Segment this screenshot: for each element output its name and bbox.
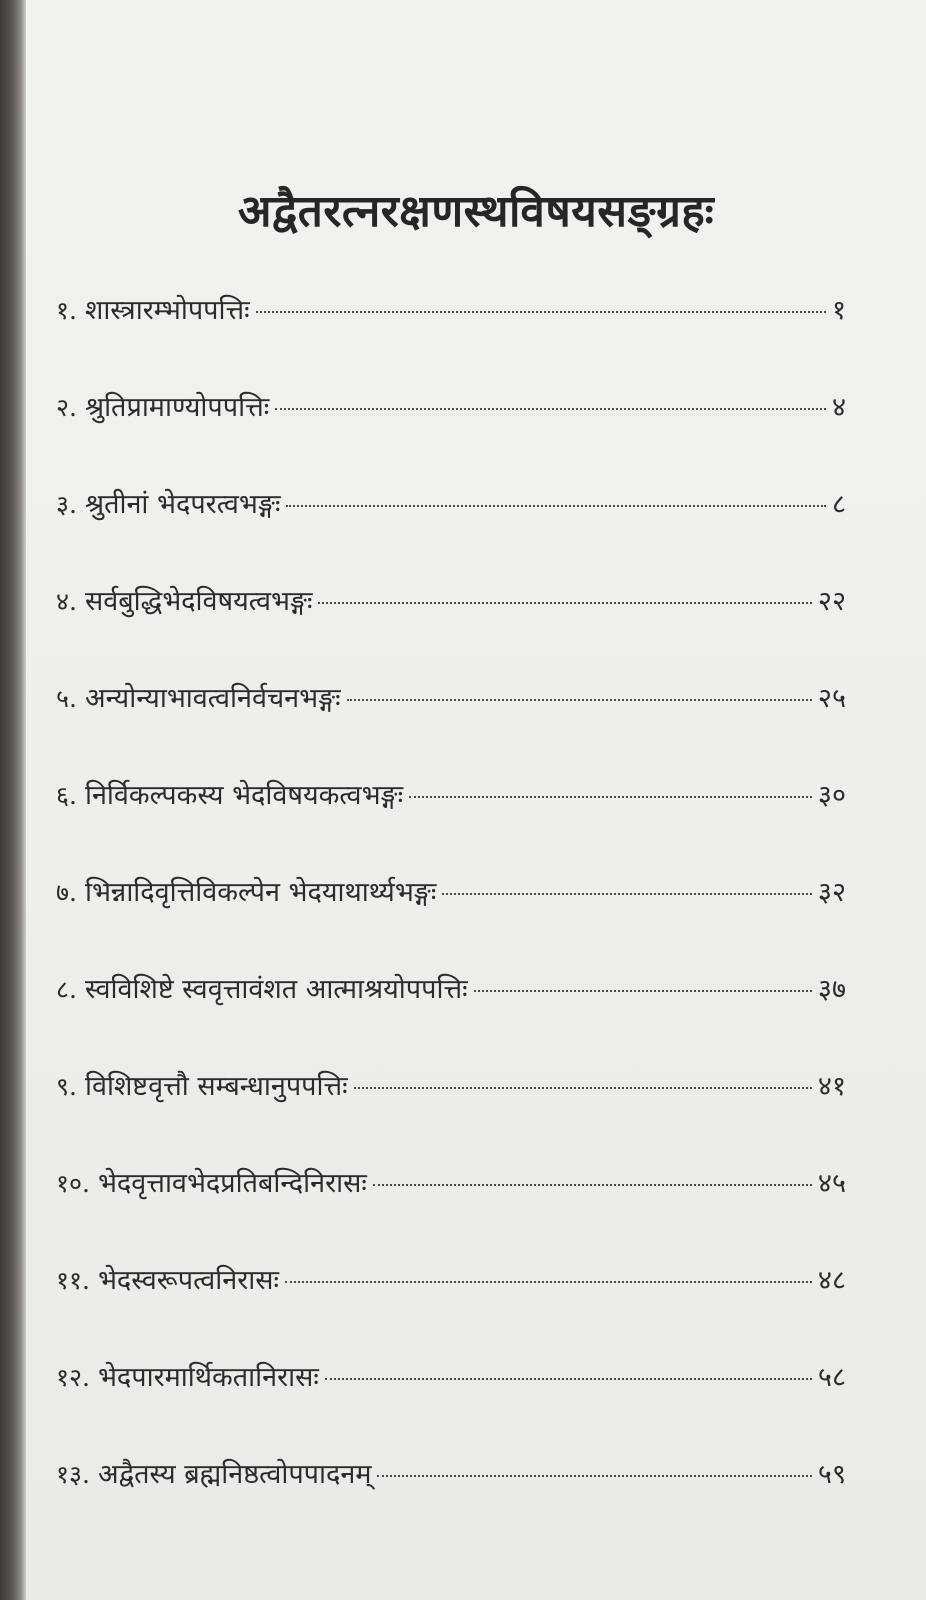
- entry-title: भेदपारमार्थिकतानिरासः: [97, 1362, 319, 1393]
- entry-number: १३.: [56, 1460, 90, 1489]
- entry-title: भेदस्वरूपत्वनिरासः: [97, 1265, 279, 1296]
- entry-title: स्वविशिष्टे स्ववृत्तावंशत आत्माश्रयोपपत्तिः: [84, 974, 468, 1005]
- entry-number: १०.: [56, 1169, 90, 1198]
- toc-entry: [56, 1260, 846, 1357]
- dot-leader: [318, 602, 811, 604]
- entry-page-number: ३७: [817, 974, 846, 1005]
- dot-leader: [474, 990, 812, 992]
- entry-page-number: २२: [817, 586, 846, 617]
- book-page: [26, 0, 926, 1600]
- dot-leader: [373, 1184, 812, 1186]
- toc-entry: [56, 484, 846, 581]
- entry-number: २.: [56, 393, 77, 422]
- entry-title: अद्वैतस्य ब्रह्मनिष्ठत्वोपपादनम्: [97, 1459, 372, 1490]
- entry-number: ५.: [56, 684, 77, 713]
- entry-page-number: ५९: [817, 1459, 846, 1490]
- dot-leader: [285, 1281, 812, 1283]
- entry-title: विशिष्टवृत्तौ सम्बन्धानुपपत्तिः: [84, 1071, 348, 1102]
- toc-entry: [56, 775, 846, 872]
- dot-leader: [354, 1087, 812, 1089]
- toc-entry: [56, 387, 846, 484]
- dot-leader: [275, 408, 826, 410]
- toc-entry: [56, 1357, 846, 1454]
- book-spine-shadow: [0, 0, 26, 1600]
- entry-title: शास्त्रारम्भोपपत्तिः: [84, 295, 250, 326]
- entry-title: भेदवृत्तावभेदप्रतिबन्दिनिरासः: [97, 1168, 367, 1199]
- dot-leader: [409, 796, 812, 798]
- entry-number: ९.: [56, 1072, 77, 1101]
- toc-entry: [56, 581, 846, 678]
- entry-title: निर्विकल्पकस्य भेदविषयकत्वभङ्गः: [84, 780, 404, 811]
- entry-page-number: ३२: [817, 877, 846, 908]
- entry-title: सर्वबुद्धिभेदविषयत्वभङ्गः: [84, 586, 313, 617]
- toc-entry: [56, 1454, 846, 1551]
- dot-leader: [442, 893, 812, 895]
- dot-leader: [325, 1378, 812, 1380]
- entry-page-number: ४८: [817, 1265, 846, 1296]
- entry-page-number: १: [831, 295, 846, 326]
- entry-page-number: ८: [831, 489, 846, 520]
- entry-title: भिन्नादिवृत्तिविकल्पेन भेदयाथार्थ्यभङ्गः: [84, 877, 437, 908]
- toc-entry: [56, 872, 846, 969]
- entry-title: श्रुतिप्रामाण्योपपत्तिः: [84, 392, 270, 423]
- entry-number: ४.: [56, 587, 77, 616]
- entry-page-number: ५८: [817, 1362, 846, 1393]
- entry-page-number: २५: [817, 683, 846, 714]
- table-of-contents: [56, 290, 846, 1551]
- dot-leader: [377, 1475, 811, 1477]
- entry-title: श्रुतीनां भेदपरत्वभङ्गः: [84, 489, 281, 520]
- toc-entry: [56, 969, 846, 1066]
- entry-number: १२.: [56, 1363, 90, 1392]
- entry-number: ११.: [56, 1266, 90, 1295]
- toc-entry: [56, 678, 846, 775]
- entry-page-number: ४१: [817, 1071, 846, 1102]
- entry-number: ८.: [56, 975, 77, 1004]
- entry-number: ६.: [56, 781, 77, 810]
- entry-page-number: ३०: [817, 780, 846, 811]
- dot-leader: [347, 699, 812, 701]
- toc-entry: [56, 1066, 846, 1163]
- entry-page-number: ४५: [817, 1168, 846, 1199]
- toc-entry: [56, 290, 846, 387]
- entry-number: ७.: [56, 878, 77, 907]
- entry-number: १.: [56, 296, 77, 325]
- dot-leader: [256, 311, 826, 313]
- entry-number: ३.: [56, 490, 77, 519]
- toc-entry: [56, 1163, 846, 1260]
- entry-page-number: ४: [831, 392, 846, 423]
- dot-leader: [286, 505, 826, 507]
- page-title: अद्वैतरत्नरक्षणस्थविषयसङ्ग्रहः: [237, 186, 715, 238]
- entry-title: अन्योन्याभावत्वनिर्वचनभङ्गः: [84, 683, 341, 714]
